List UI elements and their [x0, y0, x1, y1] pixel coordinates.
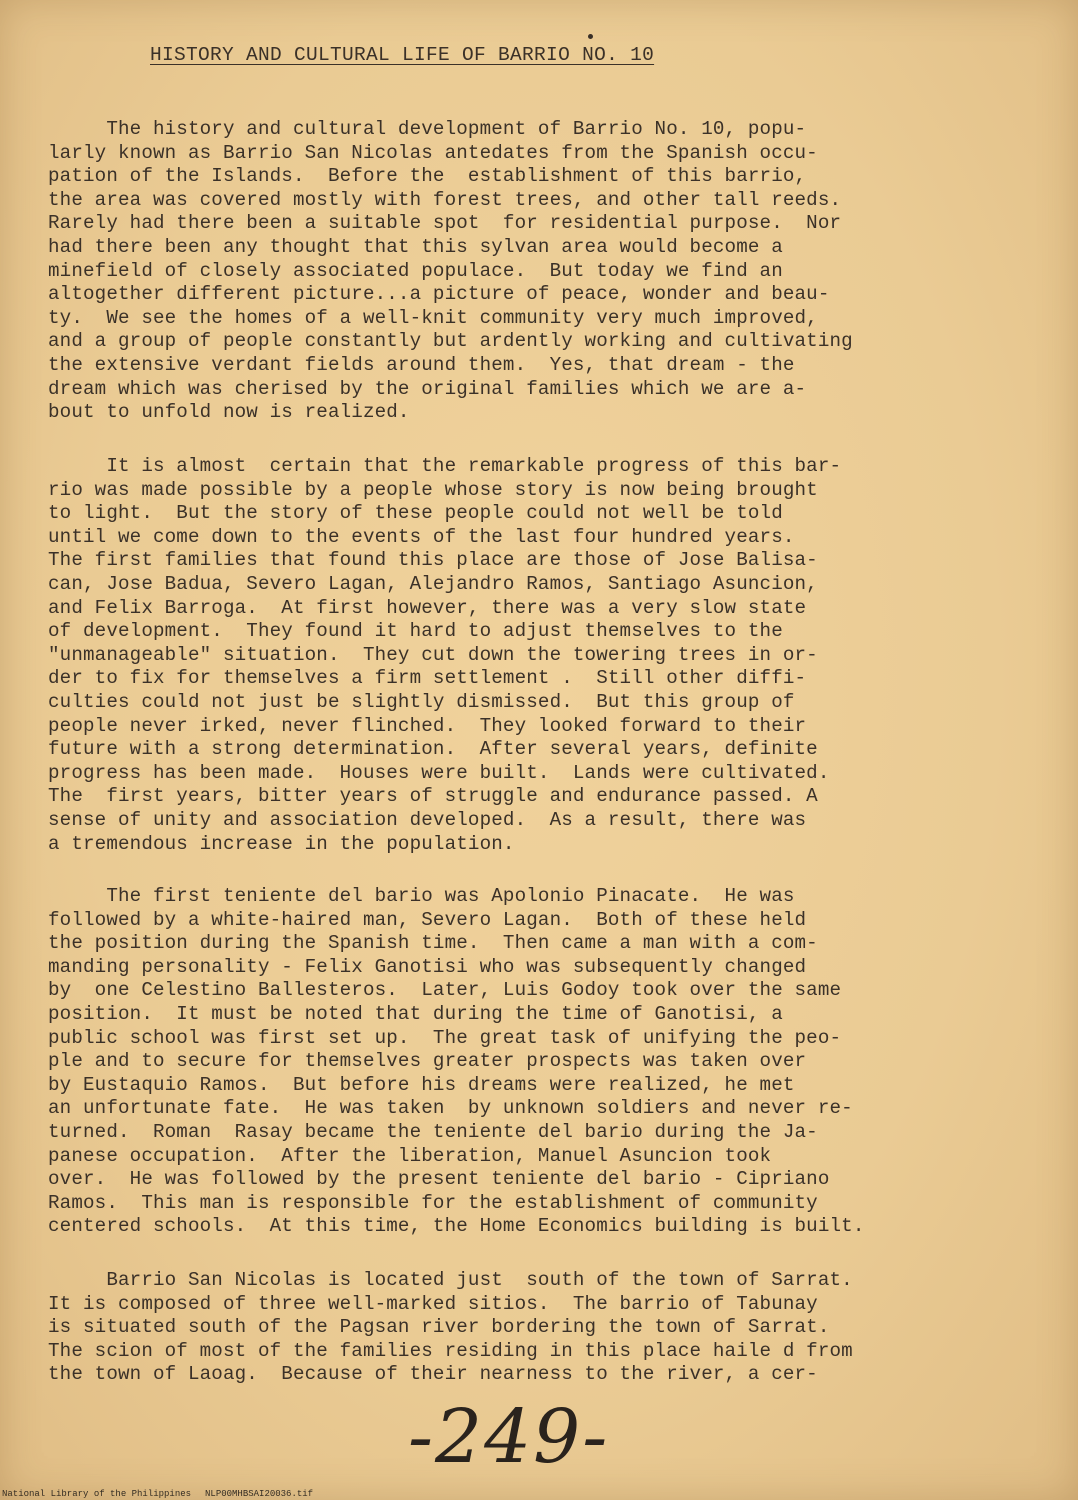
text-line: ple and to secure for themselves greater prospects was taken over: [48, 1050, 807, 1073]
footer: [2, 1489, 313, 1499]
text-line: centered schools. At this time, the Home Economics building is built.: [48, 1215, 865, 1238]
text-line: the town of Laoag. Because of their nearness to the river, a cer-: [48, 1363, 818, 1386]
text-line: The history and cultural development of Barrio No. 10, popu-: [48, 118, 807, 140]
text-line: It is composed of three well-marked sitios. The barrio of Tabunay: [48, 1292, 818, 1315]
text-line: Rarely had there been a suitable spot for residential purpose. Nor: [48, 212, 842, 235]
text-line: The first teniente del bario was Apolonio Pinacate. He was: [48, 885, 795, 907]
text-line: larly known as Barrio San Nicolas antedates from the Spanish occu-: [48, 141, 818, 164]
text-line: minefield of closely associated populace. But today we find an: [48, 259, 783, 282]
paragraph-4: [48, 1269, 1048, 1387]
text-line: turned. Roman Rasay became the teniente del bario during the Ja-: [48, 1120, 818, 1143]
text-line: pation of the Islands. Before the establishment of this barrio,: [48, 165, 807, 188]
text-line: It is almost certain that the remarkable progress of this bar-: [48, 455, 842, 477]
paragraph-3: [48, 885, 1048, 1239]
text-line: rio was made possible by a people whose story is now being brought: [48, 478, 818, 501]
text-line: the area was covered mostly with forest trees, and other tall reeds.: [48, 188, 842, 211]
page-number: -249-: [408, 1394, 610, 1480]
text-line: Ramos. This man is responsible for the establishment of community: [48, 1191, 818, 1214]
text-line: and Felix Barroga. At first however, there was a very slow state: [48, 596, 807, 619]
text-line: the position during the Spanish time. Then came a man with a com-: [48, 932, 818, 955]
text-line: followed by a white-haired man, Severo Lagan. Both of these held: [48, 908, 807, 931]
footer-library: National Library of the Philippines: [2, 1489, 192, 1499]
text-line: position. It must be noted that during the time of Ganotisi, a: [48, 1002, 783, 1025]
text-line: sense of unity and association developed. As a result, there was: [48, 808, 807, 831]
text-line: a tremendous increase in the population.: [48, 832, 515, 855]
text-line: an unfortunate fate. He was taken by unknown soldiers and never re-: [48, 1097, 853, 1120]
paragraph-2: [48, 455, 1048, 856]
text-line: people never irked, never flinched. They looked forward to their: [48, 714, 807, 737]
text-line: dream which was cherised by the original families which we are a-: [48, 377, 807, 400]
text-line: der to fix for themselves a firm settlement . Still other diffi-: [48, 667, 807, 690]
text-line: can, Jose Badua, Severo Lagan, Alejandro Ramos, Santiago Asuncion,: [48, 572, 818, 595]
text-line: The scion of most of the families residing in this place haile d from: [48, 1339, 853, 1362]
text-line: Barrio San Nicolas is located just south of the town of Sarrat.: [48, 1269, 853, 1291]
text-line: public school was first set up. The great task of unifying the peo-: [48, 1026, 842, 1049]
text-line: altogether different picture...a picture of peace, wonder and beau-: [48, 283, 830, 306]
text-line: future with a strong determination. After several years, definite: [48, 738, 818, 761]
text-line: The first years, bitter years of struggle and endurance passed. A: [48, 785, 818, 808]
text-line: by Eustaquio Ramos. But before his dreams were realized, he met: [48, 1073, 795, 1096]
text-line: the extensive verdant fields around them. Yes, that dream - the: [48, 353, 795, 376]
text-line: is situated south of the Pagsan river bordering the town of Sarrat.: [48, 1316, 830, 1339]
text-line: until we come down to the events of the last four hundred years.: [48, 525, 795, 548]
text-line: panese occupation. After the liberation, Manuel Asuncion took: [48, 1144, 772, 1167]
text-line: had there been any thought that this sylvan area would become a: [48, 235, 783, 258]
footer-file: NLP00MHBSAI20036.tif: [205, 1489, 314, 1499]
paragraph-1: [48, 118, 1048, 425]
text-line: "unmanageable" situation. They cut down the towering trees in or-: [48, 643, 818, 666]
text-line: The first families that found this place are those of Jose Balisa-: [48, 549, 818, 572]
text-line: and a group of people constantly but ardently working and cultivating: [48, 330, 853, 353]
text-line: over. He was followed by the present teniente del bario - Cipriano: [48, 1168, 830, 1191]
text-line: manding personality - Felix Ganotisi who was subsequently changed: [48, 955, 807, 978]
text-line: of development. They found it hard to adjust themselves to the: [48, 620, 783, 643]
text-line: progress has been made. Houses were built. Lands were cultivated.: [48, 761, 830, 784]
ink-dot: [588, 34, 593, 39]
text-line: by one Celestino Ballesteros. Later, Luis Godoy took over the same: [48, 979, 842, 1002]
text-line: ty. We see the homes of a well-knit community very much improved,: [48, 306, 818, 329]
text-line: culties could not just be slightly dismissed. But this group of: [48, 690, 795, 713]
page-title: HISTORY AND CULTURAL LIFE OF BARRIO NO. 10: [150, 44, 655, 66]
text-line: to light. But the story of these people could not well be told: [48, 502, 783, 525]
text-line: bout to unfold now is realized.: [48, 401, 410, 424]
